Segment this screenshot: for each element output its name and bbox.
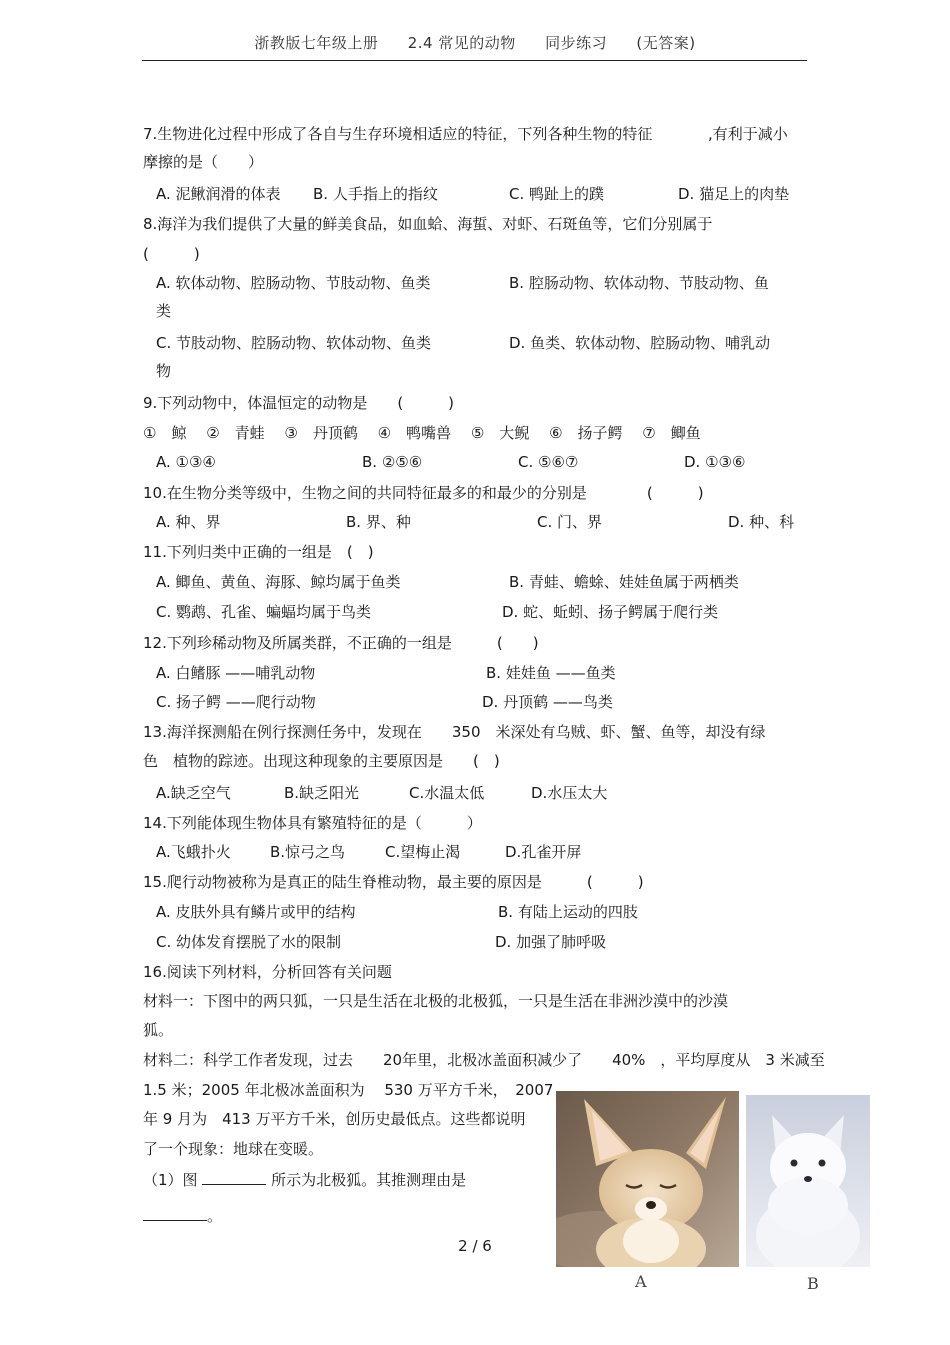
q12-stem: 12.下列珍稀动物及所属类群，不正确的一组是 ( ) <box>143 634 539 652</box>
q16-material2-d: 了一个现象：地球在变暖。 <box>143 1140 324 1158</box>
q8-stem-1: 8.海洋为我们提供了大量的鲜美食品，如血蛤、海蜇、对虾、石斑鱼等，它们分别属于 <box>143 215 713 233</box>
q16-material2-b: 1.5 米；2005 年北极冰盖面积为 530 万平方千米， 2007 <box>143 1081 554 1099</box>
q14-option-b: B.惊弓之鸟 <box>270 843 346 861</box>
q13-stem-1: 13.海洋探测船在例行探测任务中，发现在 350 米深处有乌贼、虾、蟹、鱼等，却没有绿 <box>143 723 766 741</box>
q7-option-d: D. 猫足上的肉垫 <box>678 185 790 203</box>
q10-option-d: D. 种、科 <box>728 513 795 531</box>
q8-option-c: C. 节肢动物、腔肠动物、软体动物、鱼类 <box>156 334 432 352</box>
photo-label-a: A <box>635 1272 647 1291</box>
q7-option-b: B. 人手指上的指纹 <box>313 185 438 203</box>
q16-sub1-reason <box>143 1206 222 1225</box>
q16-sub1-text: 所示为北极狐。其推测理由是 <box>271 1171 467 1189</box>
page-number: 2 / 6 <box>458 1237 492 1255</box>
q15-option-c: C. 幼体发育摆脱了水的限制 <box>156 933 342 951</box>
q10-option-a: A. 种、界 <box>156 513 221 531</box>
q15-option-d: D. 加强了肺呼吸 <box>495 933 607 951</box>
q8-option-b-wrap: 类 <box>156 302 172 320</box>
q16-material1-b: 狐。 <box>143 1021 174 1039</box>
header-section: 2.4 常见的动物 <box>407 34 516 52</box>
q12-option-c: C. 扬子鳄 ——爬行动物 <box>156 693 316 711</box>
q11-option-b: B. 青蛙、蟾蜍、娃娃鱼属于两栖类 <box>509 573 739 591</box>
q7-option-c: C. 鸭趾上的蹼 <box>509 185 605 203</box>
q13-option-c: C.水温太低 <box>409 784 485 802</box>
page-header <box>0 32 950 53</box>
q7-stem-1b: ,有利于减小 <box>708 125 788 143</box>
q14-option-d: D.孔雀开屏 <box>505 843 582 861</box>
q7-stem-2: 摩擦的是（ ） <box>143 153 264 171</box>
q10-stem: 10.在生物分类等级中，生物之间的共同特征最多的和最少的分别是 ( ) <box>143 484 704 502</box>
q16-sub1-end: 。 <box>207 1207 223 1225</box>
q14-option-a: A.飞蛾扑火 <box>156 843 231 861</box>
q8-option-d: D. 鱼类、软体动物、腔肠动物、哺乳动 <box>509 334 771 352</box>
q16-material2-c: 年 9 月为 413 万平方千米，创历史最低点。这些都说明 <box>143 1110 526 1128</box>
q15-option-b: B. 有陆上运动的四肢 <box>498 903 638 921</box>
q12-option-d: D. 丹顶鹤 ——鸟类 <box>482 693 613 711</box>
q14-option-c: C.望梅止渴 <box>385 843 461 861</box>
q13-option-b: B.缺乏阳光 <box>284 784 360 802</box>
q12-option-a: A. 白鳍豚 ——哺乳动物 <box>156 664 316 682</box>
q16-stem: 16.阅读下列材料，分析回答有关问题 <box>143 963 392 981</box>
header-note: (无答案) <box>636 34 696 52</box>
q16-sub1 <box>143 1170 466 1189</box>
q11-option-c: C. 鹦鹉、孔雀、蝙蝠均属于鸟类 <box>156 603 372 621</box>
q8-option-b: B. 腔肠动物、软体动物、节肢动物、鱼 <box>509 274 769 292</box>
q15-option-a: A. 皮肤外具有鳞片或甲的结构 <box>156 903 356 921</box>
q8-option-d-wrap: 物 <box>156 362 172 380</box>
q7-stem-1: 7.生物进化过程中形成了各自与生存环境相适应的特征，下列各种生物的特征 <box>143 125 653 143</box>
q8-stem-2: ( ) <box>143 245 200 263</box>
q16-sub1-prefix: （1）图 <box>143 1171 198 1189</box>
q10-option-c: C. 门、界 <box>537 513 603 531</box>
q10-option-b: B. 界、种 <box>346 513 411 531</box>
header-book: 浙教版七年级上册 <box>254 34 379 52</box>
header-rule <box>142 60 807 61</box>
q8-option-a: A. 软体动物、腔肠动物、节肢动物、鱼类 <box>156 274 431 292</box>
q16-material1-a: 材料一：下图中的两只狐，一只是生活在北极的北极狐，一只是生活在非洲沙漠中的沙漠 <box>143 992 729 1010</box>
q11-option-d: D. 蛇、蚯蚓、扬子鳄属于爬行类 <box>502 603 719 621</box>
q9-option-d: D. ①③⑥ <box>684 453 746 471</box>
q9-option-b: B. ②⑤⑥ <box>362 453 423 471</box>
q15-stem: 15.爬行动物被称为是真正的陆生脊椎动物，最主要的原因是 ( ) <box>143 873 644 891</box>
q14-stem: 14.下列能体现生物体具有繁殖特征的是（ ） <box>143 814 482 832</box>
answer-blank-figure[interactable] <box>202 1170 266 1185</box>
q13-option-d: D.水压太大 <box>531 784 608 802</box>
q9-option-a: A. ①③④ <box>156 453 216 471</box>
q12-option-b: B. 娃娃鱼 ——鱼类 <box>486 664 616 682</box>
q9-items: ① 鲸 ② 青蛙 ③ 丹顶鹤 ④ 鸭嘴兽 ⑤ 大鲵 ⑥ 扬子鳄 ⑦ 鲫鱼 <box>143 424 701 442</box>
q9-option-c: C. ⑤⑥⑦ <box>518 453 579 471</box>
q13-option-a: A.缺乏空气 <box>156 784 231 802</box>
q7-option-a: A. 泥鳅润滑的体表 <box>156 185 281 203</box>
q11-option-a: A. 鲫鱼、黄鱼、海豚、鲸均属于鱼类 <box>156 573 401 591</box>
q11-stem: 11.下列归类中正确的一组是 ( ) <box>143 543 374 561</box>
q16-material2-a: 材料二：科学工作者发现，过去 20年里，北极冰盖面积减少了 40% ，平均厚度从 3 米减至 <box>143 1051 825 1069</box>
q13-stem-2: 色 植物的踪迹。出现这种现象的主要原因是 ( ) <box>143 752 500 770</box>
header-kind: 同步练习 <box>545 34 608 52</box>
answer-blank-reason[interactable] <box>143 1206 207 1221</box>
photo-label-b: B <box>807 1274 819 1293</box>
q9-stem: 9.下列动物中，体温恒定的动物是 ( ) <box>143 394 455 412</box>
